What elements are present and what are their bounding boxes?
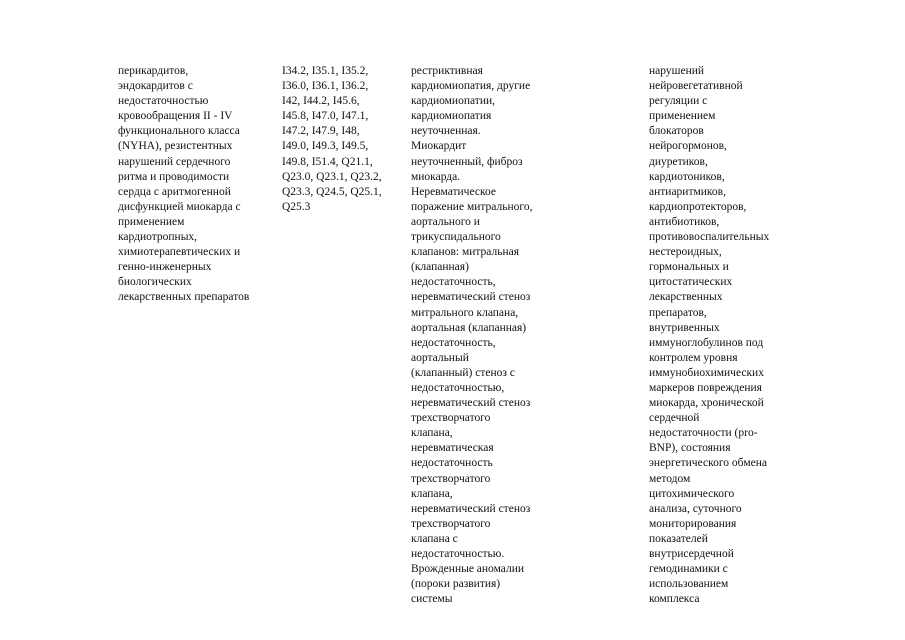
text-line: недостаточность xyxy=(411,457,493,470)
text-line: аортальный xyxy=(411,351,469,364)
text-line: антибиотиков, xyxy=(649,215,720,228)
text-line: комплекса xyxy=(649,593,700,606)
text-line: маркеров повреждения xyxy=(649,381,762,394)
text-line: нестероидных, xyxy=(649,246,722,259)
text-line: клапана, xyxy=(411,427,453,440)
text-line: гемодинамики с xyxy=(649,563,728,576)
text-line: мониторирования xyxy=(649,517,737,530)
text-line: недостаточностью, xyxy=(411,381,505,394)
text-line: кардиотропных, xyxy=(118,231,198,244)
text-line: системы xyxy=(411,593,453,606)
text-line: кардиомиопатии, xyxy=(411,95,496,108)
text-line: дисфункцией миокарда с xyxy=(118,200,241,213)
text-line: иммунобиохимических xyxy=(649,366,764,379)
text-line: неревматическая xyxy=(411,442,494,455)
text-line: неревматический стеноз xyxy=(411,291,531,304)
text-line: I45.8, I47.0, I47.1, xyxy=(282,110,369,123)
column-disease-description xyxy=(118,64,249,306)
text-line: сердечной xyxy=(649,412,700,425)
text-line: миокарда, хронической xyxy=(649,397,764,410)
text-line: I36.0, I36.1, I36.2, xyxy=(282,80,369,93)
text-line: миокарда. xyxy=(411,170,461,183)
text-line: трикуспидального xyxy=(411,231,501,244)
text-line: химиотерапевтических и xyxy=(118,246,241,259)
text-line: митрального клапана, xyxy=(411,306,519,319)
text-line: I49.0, I49.3, I49.5, xyxy=(282,140,369,153)
text-line: кардиотоников, xyxy=(649,170,725,183)
text-line: энергетического обмена xyxy=(649,457,768,470)
text-line: неревматический стеноз xyxy=(411,502,531,515)
text-line: показателей xyxy=(649,532,708,545)
text-line: регуляции с xyxy=(649,95,708,108)
text-line: (клапанный) стеноз с xyxy=(411,366,515,379)
text-line: неуточненный, фиброз xyxy=(411,155,523,168)
text-line: клапанов: митральная xyxy=(411,246,520,259)
text-line: диуретиков, xyxy=(649,155,708,168)
text-line: (пороки развития) xyxy=(411,578,501,591)
text-line: применением xyxy=(649,110,716,123)
text-line: BNP), состояния xyxy=(649,442,731,455)
text-line: кардиомиопатия xyxy=(411,110,492,123)
text-line: нарушений сердечного xyxy=(118,155,231,168)
text-line: трехстворчатого xyxy=(411,412,491,425)
text-line: кардиопротекторов, xyxy=(649,200,747,213)
text-line: функционального класса xyxy=(118,125,240,138)
text-line: гормональных и xyxy=(649,261,729,274)
text-line: аортального и xyxy=(411,215,480,228)
text-line: Q25.3 xyxy=(282,200,311,213)
column-diagnosis-models xyxy=(411,64,532,607)
text-line: препаратов, xyxy=(649,306,707,319)
text-line: неревматический стеноз xyxy=(411,397,531,410)
text-line: I42, I44.2, I45.6, xyxy=(282,95,360,108)
text-line: кардиомиопатия, другие xyxy=(411,80,531,93)
text-line: Врожденные аномалии xyxy=(411,563,525,576)
text-line: использованием xyxy=(649,578,729,591)
text-line: кровообращения II - IV xyxy=(118,110,233,123)
text-line: (клапанная) xyxy=(411,261,469,274)
text-line: анализа, суточного xyxy=(649,502,742,515)
text-line: нарушений xyxy=(649,65,705,77)
text-line: недостаточности (pro- xyxy=(649,427,758,440)
text-line: недостаточность, xyxy=(411,336,496,349)
column-icd-codes xyxy=(282,64,382,215)
text-line: клапана, xyxy=(411,487,453,500)
text-line: применением xyxy=(118,215,185,228)
text-line: внутривенных xyxy=(649,321,720,334)
text-line: перикардитов, xyxy=(118,65,189,77)
text-line: ритма и проводимости xyxy=(118,170,230,183)
text-line: трехстворчатого xyxy=(411,472,491,485)
text-line: внутрисердечной xyxy=(649,548,734,560)
text-line: лекарственных препаратов xyxy=(118,291,250,304)
text-line: рестриктивная xyxy=(411,65,483,77)
text-line: (NYHA), резистентных xyxy=(118,140,233,153)
text-line: Q23.3, Q24.5, Q25.1, xyxy=(282,185,382,198)
text-line: недостаточностью. xyxy=(411,548,505,560)
text-line: Миокардит xyxy=(411,140,467,153)
text-line: биологических xyxy=(118,276,192,289)
text-line: антиаритмиков, xyxy=(649,185,726,198)
text-line: клапана с xyxy=(411,532,458,545)
text-line: цитохимического xyxy=(649,487,735,500)
text-line: Неревматическое xyxy=(411,185,496,198)
text-line: недостаточностью xyxy=(118,95,209,108)
text-line: I47.2, I47.9, I48, xyxy=(282,125,360,138)
text-line: сердца с аритмогенной xyxy=(118,185,231,198)
text-line: блокаторов xyxy=(649,125,704,138)
text-line: методом xyxy=(649,472,691,485)
text-line: Q23.0, Q23.1, Q23.2, xyxy=(282,170,382,183)
text-line: контролем уровня xyxy=(649,351,738,364)
text-line: иммуноглобулинов под xyxy=(649,336,764,349)
text-line: неуточненная. xyxy=(411,125,481,138)
text-line: аортальная (клапанная) xyxy=(411,321,527,334)
text-line: генно-инженерных xyxy=(118,261,212,274)
text-line: трехстворчатого xyxy=(411,517,491,530)
text-line: лекарственных xyxy=(649,291,723,304)
text-line: I49.8, I51.4, Q21.1, xyxy=(282,155,373,168)
text-line: I34.2, I35.1, I35.2, xyxy=(282,65,369,77)
text-line: противовоспалительных xyxy=(649,231,770,244)
text-line: эндокардитов с xyxy=(118,80,193,93)
text-line: поражение митрального, xyxy=(411,200,533,213)
column-treatment-method xyxy=(649,64,769,607)
text-line: цитостатических xyxy=(649,276,733,289)
text-line: нейровегетативной xyxy=(649,80,743,93)
text-line: недостаточность, xyxy=(411,276,496,289)
text-line: нейрогормонов, xyxy=(649,140,727,153)
